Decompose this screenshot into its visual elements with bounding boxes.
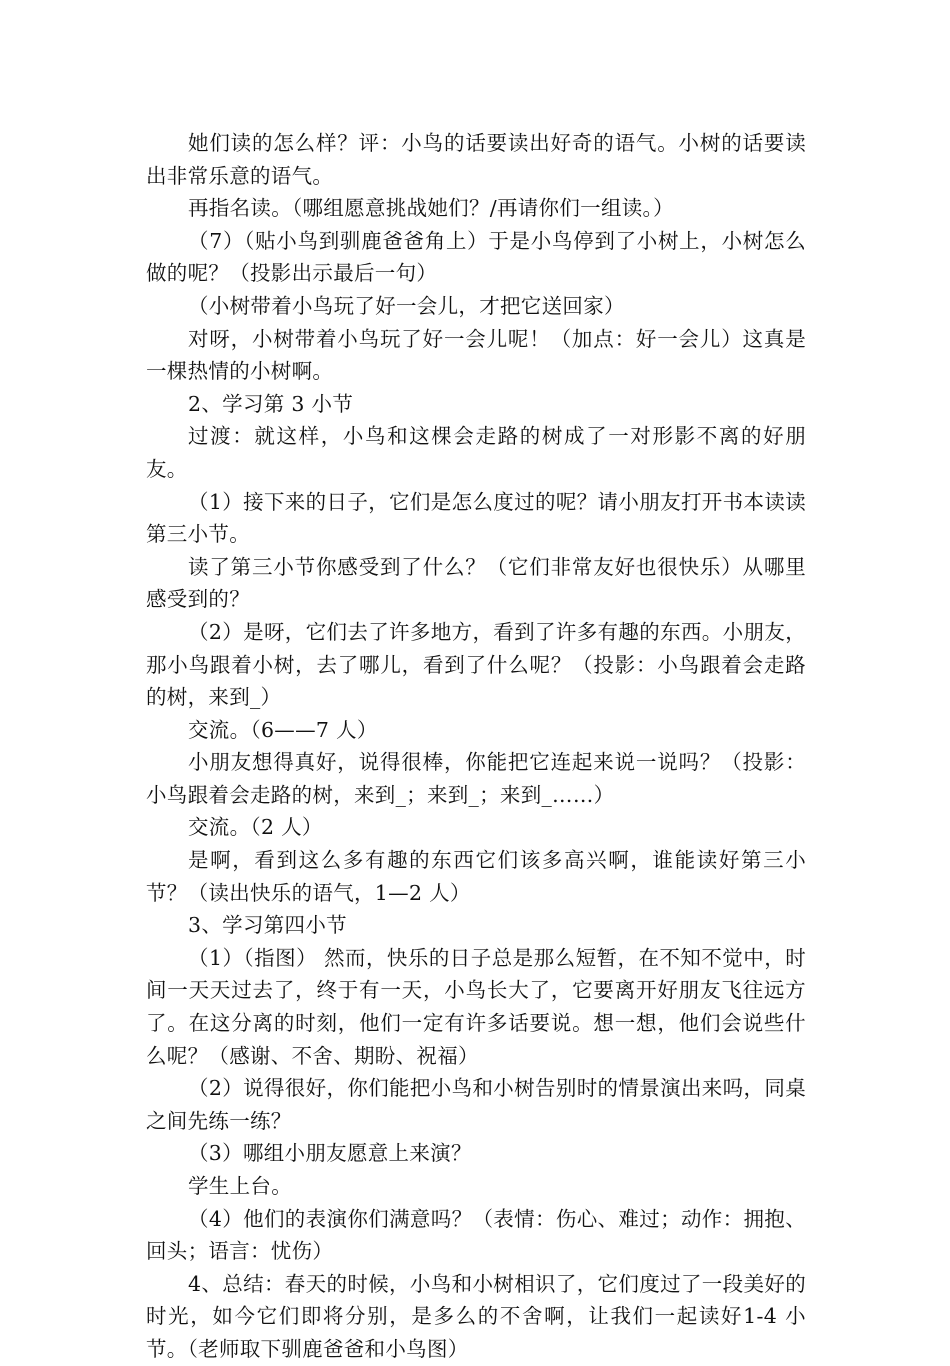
paragraph: 她们读的怎么样？评：小鸟的话要读出好奇的语气。小树的话要读出非常乐意的语气。 (146, 131, 806, 188)
paragraph: （4）他们的表演你们满意吗？（表情：伤心、难过；动作：拥抱、回头；语言：忧伤） (146, 1206, 806, 1264)
paragraph: 再指名读。（哪组愿意挑战她们？/再请你们一组读。） (188, 196, 674, 221)
paragraph: （3）哪组小朋友愿意上来演？ (188, 1141, 472, 1166)
document-body (146, 127, 806, 1366)
paragraph: 学生上台。 (188, 1174, 292, 1198)
paragraph: 小朋友想得真好，说得很棒，你能把它连起来说一说吗？（投影：小鸟跟着会走路的树，来到_；来到_；来到_……） (146, 750, 806, 807)
paragraph: 交流。（2 人） (188, 815, 323, 840)
paragraph: 4、总结：春天的时候，小鸟和小树相识了，它们度过了一段美好的时光，如今它们即将分别，是多么的不舍啊，让我们一起读好1-4 小节。（老师取下驯鹿爸爸和小鸟图） (146, 1271, 806, 1361)
paragraph: 过渡：就这样，小鸟和这棵会走路的树成了一对形影不离的好朋友。 (146, 424, 806, 481)
paragraph: （小树带着小鸟玩了好一会儿，才把它送回家） (188, 293, 625, 318)
paragraph: （2）是呀，它们去了许多地方，看到了许多有趣的东西。小朋友，那小鸟跟着小树，去了哪儿，看到了什么呢？（投影：小鸟跟着会走路的树，来到_） (146, 619, 806, 710)
paragraph: 交流。（6——7 人） (188, 717, 378, 742)
section-heading: 3、学习第四小节 (188, 913, 347, 938)
paragraph: （2）说得很好，你们能把小鸟和小树告别时的情景演出来吗，同桌之间先练一练？ (146, 1076, 806, 1133)
paragraph: 读了第三小节你感受到了什么？（它们非常友好也很快乐）从哪里感受到的？ (146, 554, 806, 612)
paragraph: 对呀，小树带着小鸟玩了好一会儿呢！（加点：好一会儿）这真是一棵热情的小树啊。 (146, 326, 806, 384)
section-heading: 2、学习第 3 小节 (188, 391, 354, 416)
paragraph: （1）接下来的日子，它们是怎么度过的呢？请小朋友打开书本读读第三小节。 (146, 489, 806, 547)
paragraph: （7）（贴小鸟到驯鹿爸爸角上）于是小鸟停到了小树上，小树怎么做的呢？（投影出示最后一句） (146, 228, 806, 286)
paragraph: （1）（指图） 然而，快乐的日子总是那么短暂，在不知不觉中，时间一天天过去了，终于有一天，小鸟长大了，它要离开好朋友飞往远方了。在这分离的时刻，他们一定有许多话要说。想一想，他们会说些什么呢？（感谢、不舍、期盼、祝福） (146, 945, 806, 1068)
paragraph: 是啊，看到这么多有趣的东西它们该多高兴啊，谁能读好第三小节？（读出快乐的语气，1—2 人） (146, 848, 806, 905)
